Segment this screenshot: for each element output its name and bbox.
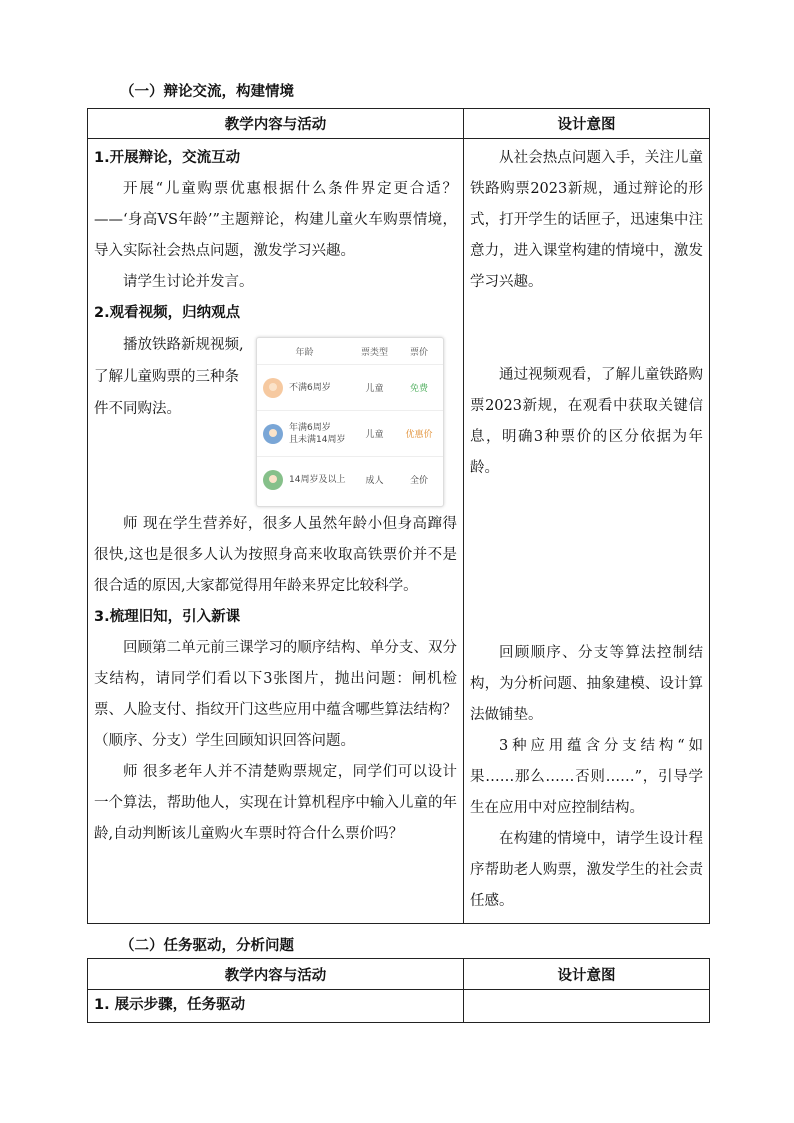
header-intent: 设计意图 [464, 109, 710, 139]
ticket-type: 儿童 [365, 430, 384, 440]
content-cell [88, 139, 464, 924]
ticket-row [257, 365, 443, 411]
ticket-table-header [257, 338, 443, 365]
ticket-price: 免费 [409, 384, 428, 394]
ticket-header-type: 票类型 [360, 347, 388, 358]
intent-paragraph-1: 从社会热点问题入手，关注儿童铁路购票2023新规，通过辩论的形式，打开学生的话匣子，迅速集中注意力，进入课堂构建的情境中，激发学习兴趣。 [470, 150, 703, 290]
step3-teacher-paragraph: 师 很多老年人并不清楚购票规定，同学们可以设计一个算法，帮助他人，实现在计算机程序中输入儿童的年龄,自动判断该儿童购火车票时符合什么票价吗？ [94, 764, 457, 842]
step1-title: 1.开展辩论，交流互动 [94, 150, 241, 166]
video-block [94, 329, 457, 509]
step2-teacher-paragraph: 师 现在学生营养好，很多人虽然年龄小但身高蹿得很快,这也是很多人认为按照身高来收取高铁票价并不是很合适的原因,大家都觉得用年龄来界定比较科学。 [94, 516, 457, 594]
ticket-price: 优惠价 [405, 430, 433, 440]
section-title-2: （二）任务驱动，分析问题 [120, 938, 294, 954]
ticket-type: 成人 [365, 476, 384, 486]
ticket-type: 儿童 [365, 384, 384, 394]
section-title-1: （一）辩论交流，构建情境 [120, 84, 294, 100]
step2-title: 2.观看视频，归纳观点 [94, 305, 241, 321]
intent-paragraph-2: 通过视频观看，了解儿童铁路购票2023新规，在观看中获取关键信息，明确3种票价的区分依据为年龄。 [470, 367, 703, 476]
header-content: 教学内容与活动 [88, 109, 464, 139]
intent-paragraph-5: 在构建的情境中，请学生设计程序帮助老人购票，激发学生的社会责任感。 [470, 831, 703, 909]
ticket-price: 全价 [409, 476, 428, 486]
step1-paragraph-2: 请学生讨论并发言。 [123, 274, 254, 290]
lesson-table-1 [87, 108, 710, 924]
ticket-row [257, 457, 443, 502]
step3-paragraph: 回顾第二单元前三课学习的顺序结构、单分支、双分支结构，请同学们看以下3张图片，抛出问题：闸机检票、人脸支付、指纹开门这些应用中蕴含哪些算法结构？（顺序、分支）学生回顾知识回答问题。 [94, 640, 457, 749]
header-intent: 设计意图 [464, 959, 710, 990]
step1-title: 1. 展示步骤，任务驱动 [94, 997, 246, 1013]
step1-paragraph: 开展“儿童购票优惠根据什么条件界定更合适？——‘身高VS年龄’”主题辩论，构建儿童火车购票情境，导入实际社会热点问题，激发学习兴趣。 [94, 181, 457, 259]
step3-title: 3.梳理旧知，引入新课 [94, 609, 241, 625]
header-content: 教学内容与活动 [88, 959, 464, 990]
intent-cell [464, 990, 710, 1023]
ticket-age: 年满6周岁 且未满14周岁 [289, 422, 346, 445]
intent-paragraph-4: 3种应用蕴含分支结构“如果……那么……否则……”，引导学生在应用中对应控制结构。 [470, 738, 703, 816]
table-row [88, 139, 710, 924]
ticket-header-age: 年龄 [295, 347, 314, 358]
boy-avatar-icon [263, 424, 283, 444]
ticket-header-price: 票价 [409, 347, 428, 358]
ticket-age: 不满6周岁 [289, 382, 331, 393]
table-header-row [88, 959, 710, 990]
intent-cell [464, 139, 710, 924]
intent-paragraph-3: 回顾顺序、分支等算法控制结构，为分析问题、抽象建模、设计算法做铺垫。 [470, 645, 703, 723]
ticket-rules-image [256, 337, 444, 507]
step2-paragraph: 播放铁路新规视频,了解儿童购票的三种条件不同购法。 [94, 337, 244, 417]
table-row [88, 990, 710, 1023]
ticket-row [257, 411, 443, 457]
child-avatar-icon [263, 378, 283, 398]
ticket-age: 14周岁及以上 [289, 474, 346, 485]
content-cell [88, 990, 464, 1023]
table-header-row [88, 109, 710, 139]
lesson-table-2 [87, 958, 710, 1023]
adult-avatar-icon [263, 470, 283, 490]
